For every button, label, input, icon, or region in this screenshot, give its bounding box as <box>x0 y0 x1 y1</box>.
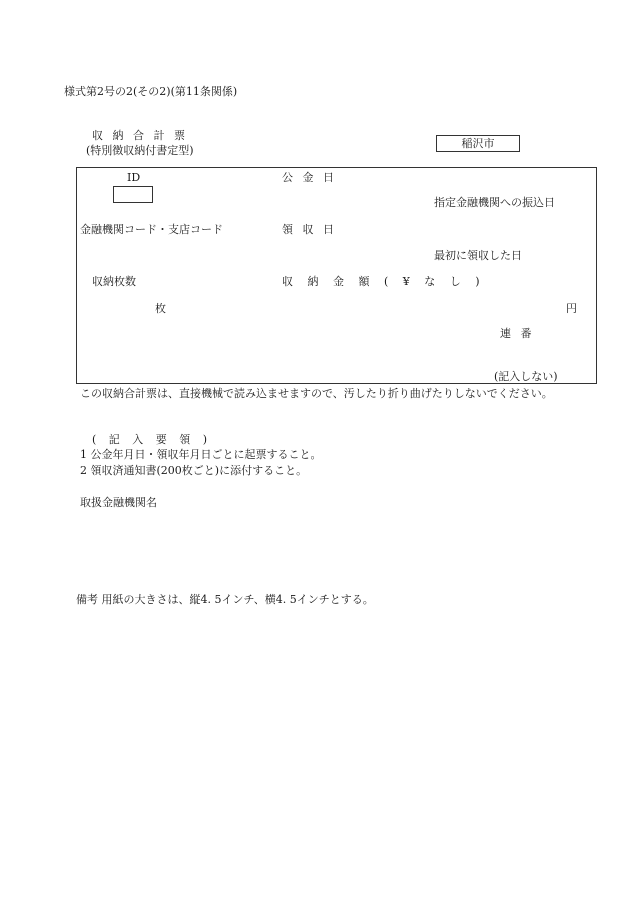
transfer-date-label: 指定金融機関への振込日 <box>434 196 555 209</box>
instruction-item: 1 公金年月日・領収年月日ごとに起票すること。 <box>80 448 322 461</box>
handling-bank-label: 取扱金融機関名 <box>80 496 157 509</box>
yen-unit: 円 <box>566 302 577 315</box>
form-subtitle: (特別徴収納付書定型) <box>86 144 194 157</box>
amount-label: 収 納 金 額 ( ¥ な し ) <box>282 275 480 288</box>
instructions-heading: ( 記 入 要 領 ) <box>92 433 208 446</box>
no-entry-note: (記入しない) <box>494 370 558 383</box>
city-name-box: 稲沢市 <box>436 135 520 152</box>
remarks: 備考 用紙の大きさは、縦4. 5インチ、横4. 5インチとする。 <box>76 593 374 606</box>
id-label: ID <box>127 171 141 184</box>
first-receipt-date-label: 最初に領収した日 <box>434 249 522 262</box>
bank-code-label: 金融機関コード・支店コード <box>80 223 223 236</box>
serial-label: 連 番 <box>500 327 532 340</box>
receipt-count-label: 収納枚数 <box>92 275 136 288</box>
sheets-unit: 枚 <box>155 302 166 315</box>
handling-notice: この収納合計票は、直接機械で読み込ませますので、汚したり折り曲げたりしないでください。 <box>80 387 553 400</box>
receipt-date-label: 領 収 日 <box>282 223 334 236</box>
form-reference: 様式第2号の2(その2)(第11条関係) <box>64 85 238 98</box>
instruction-item: 2 領収済通知書(200枚ごと)に添付すること。 <box>80 464 308 477</box>
public-date-label: 公 金 日 <box>282 171 334 184</box>
form-title: 収 納 合 計 票 <box>92 129 185 142</box>
id-entry-box[interactable] <box>113 186 153 203</box>
